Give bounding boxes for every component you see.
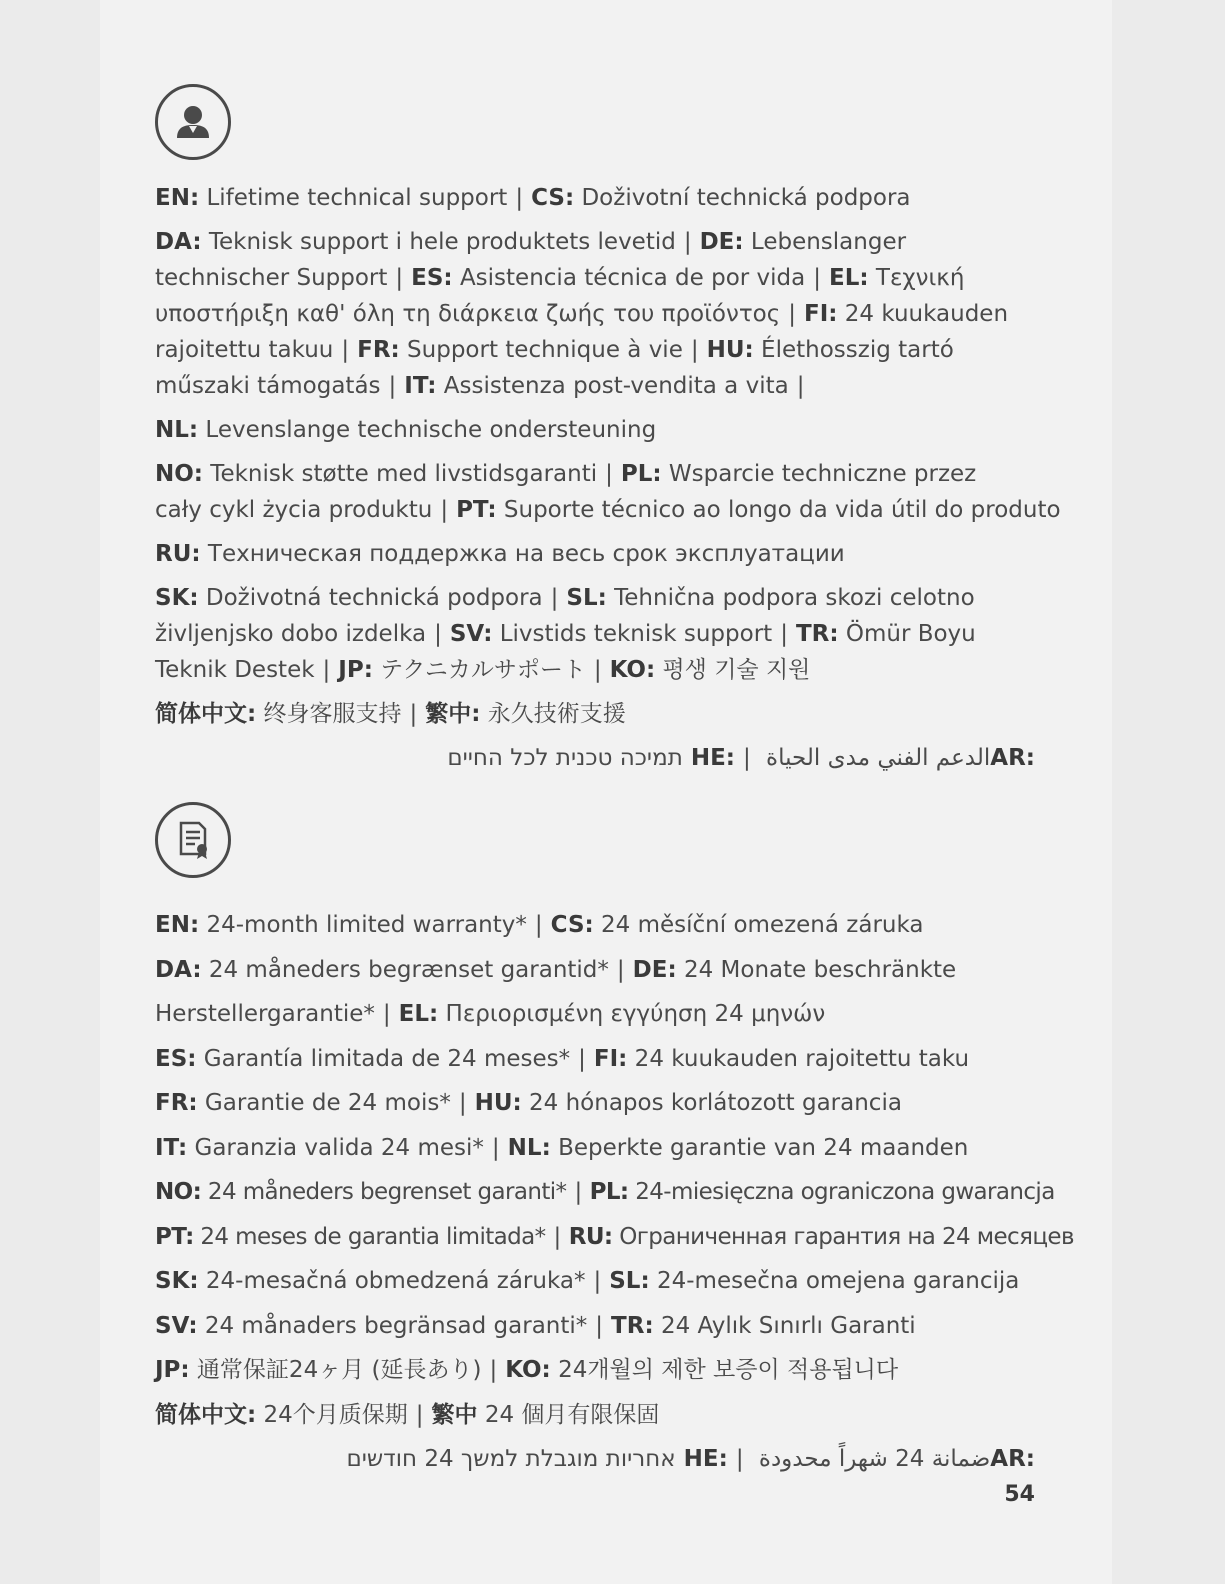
hebrew-text: תמיכה טכנית לכל החיים (447, 745, 683, 771)
language-code: SV: (155, 1312, 198, 1339)
certificate-icon (171, 818, 215, 862)
translation-text: 24 meses de garantia limitada* (193, 1223, 546, 1250)
translation-text: 24 Monate beschränkte (676, 956, 957, 983)
language-code: NL: (507, 1134, 551, 1161)
language-code: CS: (550, 912, 594, 938)
translation-text: Ömür Boyu (838, 621, 976, 647)
separator: | (382, 1001, 391, 1027)
translation-text: 24个月质保期 (256, 1401, 408, 1428)
translation-text: υποστήριξη καθ' όλη τη διάρκεια ζωής του προϊόντος (155, 301, 781, 327)
separator: | (415, 1401, 424, 1428)
text-line (155, 696, 1035, 732)
user-support-icon (155, 84, 231, 160)
translation-text: műszaki támogatás (155, 373, 381, 399)
translation-text: Teknik Destek (155, 657, 315, 683)
translation-text: 24 måneders begrænset garantid* (201, 956, 609, 983)
translation-text: 24개월의 제한 보증이 적용됩니다 (550, 1357, 899, 1383)
translation-text: rajoitettu takuu (155, 337, 334, 363)
language-code: EL: (398, 1001, 439, 1027)
separator: | (616, 956, 625, 983)
text-line (155, 948, 1035, 993)
text-line (155, 332, 1035, 368)
language-code: NL: (155, 417, 199, 443)
translation-text: 24 měsíční omezená záruka (593, 912, 924, 938)
translation-text: Livstids teknisk support (492, 621, 773, 647)
text-line (155, 1259, 1035, 1304)
text-line (155, 492, 1061, 528)
separator: | (491, 1134, 500, 1161)
language-code: KO: (505, 1357, 551, 1383)
arabic-text: ضمانة 24 شهراً محدودة (751, 1446, 991, 1472)
language-code: KO: (609, 657, 656, 683)
language-code: DA: (155, 956, 202, 983)
language-code: SK: (155, 585, 199, 611)
separator: | (593, 657, 602, 683)
translation-text: Asistencia técnica de por vida (452, 265, 806, 291)
language-code: TR: (795, 621, 839, 647)
separator: | (550, 585, 559, 611)
translation-text: 24-miesięczna ograniczona gwarancja (628, 1179, 1055, 1205)
text-line (155, 412, 1035, 448)
translation-text: Ограниченная гарантия на 24 месяцев (612, 1223, 1074, 1250)
language-code: EN: (155, 912, 200, 938)
separator: | (796, 373, 805, 399)
translation-text: 终身客服支持 (256, 701, 402, 727)
language-code: 简体中文: (155, 1401, 257, 1428)
translation-text: Garanzia valida 24 mesi* (187, 1134, 484, 1161)
separator: | (788, 301, 796, 327)
separator: | (409, 701, 418, 727)
translation-text: cały cykl życia produktu (155, 497, 433, 523)
separator: | (440, 497, 449, 523)
translation-text: življenjsko dobo izdelka (155, 621, 427, 647)
translation-text: 24 個月有限保固 (477, 1401, 660, 1428)
text-line (155, 1393, 1035, 1438)
translation-text: Beperkte garantie van 24 maanden (550, 1134, 969, 1161)
translation-text: 24-mesačná obmedzená záruka* (198, 1268, 586, 1294)
translation-text: 永久技術支援 (480, 701, 626, 727)
translation-text: Herstellergarantie* (155, 1001, 375, 1027)
translation-text: Lifetime technical support (199, 185, 508, 211)
language-code: 繁中 (431, 1401, 478, 1428)
translation-text: 24 kuukauden (837, 301, 1009, 327)
translation-text: 24 hónapos korlátozott garancia (521, 1090, 902, 1116)
text-line (155, 1081, 1035, 1126)
language-code: NO: (155, 461, 203, 487)
translation-text: 24 månaders begränsad garanti* (197, 1312, 588, 1339)
language-code-ar: AR: (990, 1446, 1035, 1472)
separator: | (780, 621, 788, 647)
language-code: 简体中文: (155, 701, 257, 727)
separator: | (743, 745, 751, 771)
translation-text: 평생 기술 지원 (655, 657, 811, 683)
translation-text: Tehnična podpora skozi celotno (606, 585, 975, 611)
separator: | (388, 373, 397, 399)
language-code: SL: (566, 585, 607, 611)
separator: | (605, 461, 613, 487)
language-code: RU: (155, 541, 201, 567)
language-code-ar: AR: (990, 745, 1035, 771)
language-code: RU: (568, 1223, 613, 1250)
language-code: NO: (155, 1179, 202, 1205)
language-code: SV: (449, 621, 493, 647)
translation-text: Garantie de 24 mois* (197, 1090, 451, 1116)
text-line (155, 536, 1035, 572)
arabic-text: الدعم الفني مدى الحياة (758, 745, 991, 771)
text-line (155, 1170, 1055, 1215)
language-code: TR: (611, 1312, 654, 1339)
separator: | (735, 1446, 744, 1472)
language-code: IT: (404, 373, 437, 399)
language-code: JP: (338, 657, 373, 683)
text-line (155, 652, 1035, 688)
translation-text: Levenslange technische ondersteuning (198, 417, 657, 443)
translation-text: 24 kuukauden rajoitettu taku (627, 1045, 970, 1072)
separator: | (595, 1312, 604, 1339)
translation-text: Doživotná technická podpora (198, 585, 543, 611)
language-code: PL: (620, 461, 662, 487)
language-code: EL: (829, 265, 869, 291)
language-code: DE: (699, 229, 744, 255)
text-line (155, 1215, 1074, 1260)
separator: | (593, 1268, 602, 1294)
language-code: FR: (357, 337, 400, 363)
separator: | (322, 657, 331, 683)
rtl-line (155, 740, 1035, 776)
separator: | (574, 1179, 582, 1205)
translation-text: Garantía limitada de 24 meses* (196, 1045, 571, 1072)
language-code: FI: (804, 301, 838, 327)
separator: | (458, 1090, 467, 1116)
separator: | (515, 185, 524, 211)
translation-text: Suporte técnico ao longo da vida útil do produto (496, 497, 1061, 523)
language-code: CS: (531, 185, 575, 211)
warranty-text-block (155, 903, 1074, 1482)
translation-text: Teknisk support i hele produktets levetid (201, 229, 676, 255)
translation-text: Élethosszig tartó (753, 337, 954, 363)
separator: | (341, 337, 350, 363)
language-code: FR: (155, 1090, 198, 1116)
language-code-he: HE: (682, 745, 735, 771)
separator: | (434, 621, 442, 647)
translation-text: Техническая поддержка на весь срок эксплуатации (200, 541, 845, 567)
translation-text: Assistenza post-vendita a vita (436, 373, 789, 399)
language-code: ES: (411, 265, 453, 291)
language-code: DE: (632, 956, 677, 983)
translation-text: 24 måneders begrenset garanti* (201, 1179, 567, 1205)
page-number: 54 (1004, 1482, 1035, 1507)
language-code: PL: (589, 1179, 629, 1205)
text-line (155, 180, 1035, 216)
text-line (155, 580, 1035, 616)
separator: | (553, 1223, 561, 1250)
text-line (155, 224, 1035, 260)
hebrew-text: אחריות מוגבלת למשך 24 חודשים (346, 1446, 676, 1472)
support-text-block (155, 180, 1061, 776)
translation-text: テクニカルサポート (372, 657, 586, 683)
translation-text: Wsparcie techniczne przez (661, 461, 977, 487)
translation-text: 24 Aylık Sınırlı Garanti (653, 1312, 916, 1339)
language-code: JP: (155, 1357, 190, 1383)
content-area (155, 0, 1074, 1584)
separator: | (690, 337, 699, 363)
language-code: FI: (593, 1045, 628, 1072)
language-code: PT: (155, 1223, 194, 1250)
text-line (155, 260, 1035, 296)
language-code: 繁中: (425, 701, 481, 727)
text-line (155, 1037, 1035, 1082)
translation-text: 24-month limited warranty* (199, 912, 527, 938)
text-line (155, 456, 1035, 492)
translation-text: 通常保証24ヶ月 (延長あり) (189, 1357, 482, 1383)
language-code: PT: (456, 497, 497, 523)
text-line (155, 368, 1035, 404)
language-code: EN: (155, 185, 200, 211)
language-code: HU: (706, 337, 754, 363)
separator: | (395, 265, 404, 291)
translation-text: Περιορισμένη εγγύηση 24 μηνών (438, 1001, 826, 1027)
language-code: SL: (609, 1268, 650, 1294)
text-line (155, 616, 1035, 652)
separator: | (683, 229, 692, 255)
text-line (155, 992, 1035, 1037)
text-line (155, 1348, 1035, 1393)
language-code: HU: (474, 1090, 522, 1116)
separator: | (578, 1045, 586, 1072)
warranty-document-icon (155, 802, 231, 878)
translation-text: Doživotní technická podpora (574, 185, 911, 211)
text-line (155, 903, 1035, 948)
separator: | (813, 265, 822, 291)
translation-text: technischer Support (155, 265, 388, 291)
translation-text: 24-mesečna omejena garancija (649, 1268, 1020, 1294)
text-line (155, 1304, 1035, 1349)
language-code: SK: (155, 1268, 199, 1294)
language-code: ES: (155, 1045, 197, 1072)
separator: | (489, 1357, 498, 1383)
language-code: IT: (155, 1134, 188, 1161)
language-code: DA: (155, 229, 202, 255)
separator: | (534, 912, 543, 938)
rtl-line (155, 1437, 1035, 1482)
translation-text: Teknisk støtte med livstidsgaranti (203, 461, 598, 487)
language-code-he: HE: (675, 1446, 728, 1472)
user-silhouette-icon (171, 100, 215, 144)
translation-text: Support technique à vie (399, 337, 683, 363)
text-line (155, 1126, 1035, 1171)
translation-text: Τεχνική (868, 265, 965, 291)
text-line (155, 296, 1035, 332)
translation-text: Lebenslanger (743, 229, 907, 255)
